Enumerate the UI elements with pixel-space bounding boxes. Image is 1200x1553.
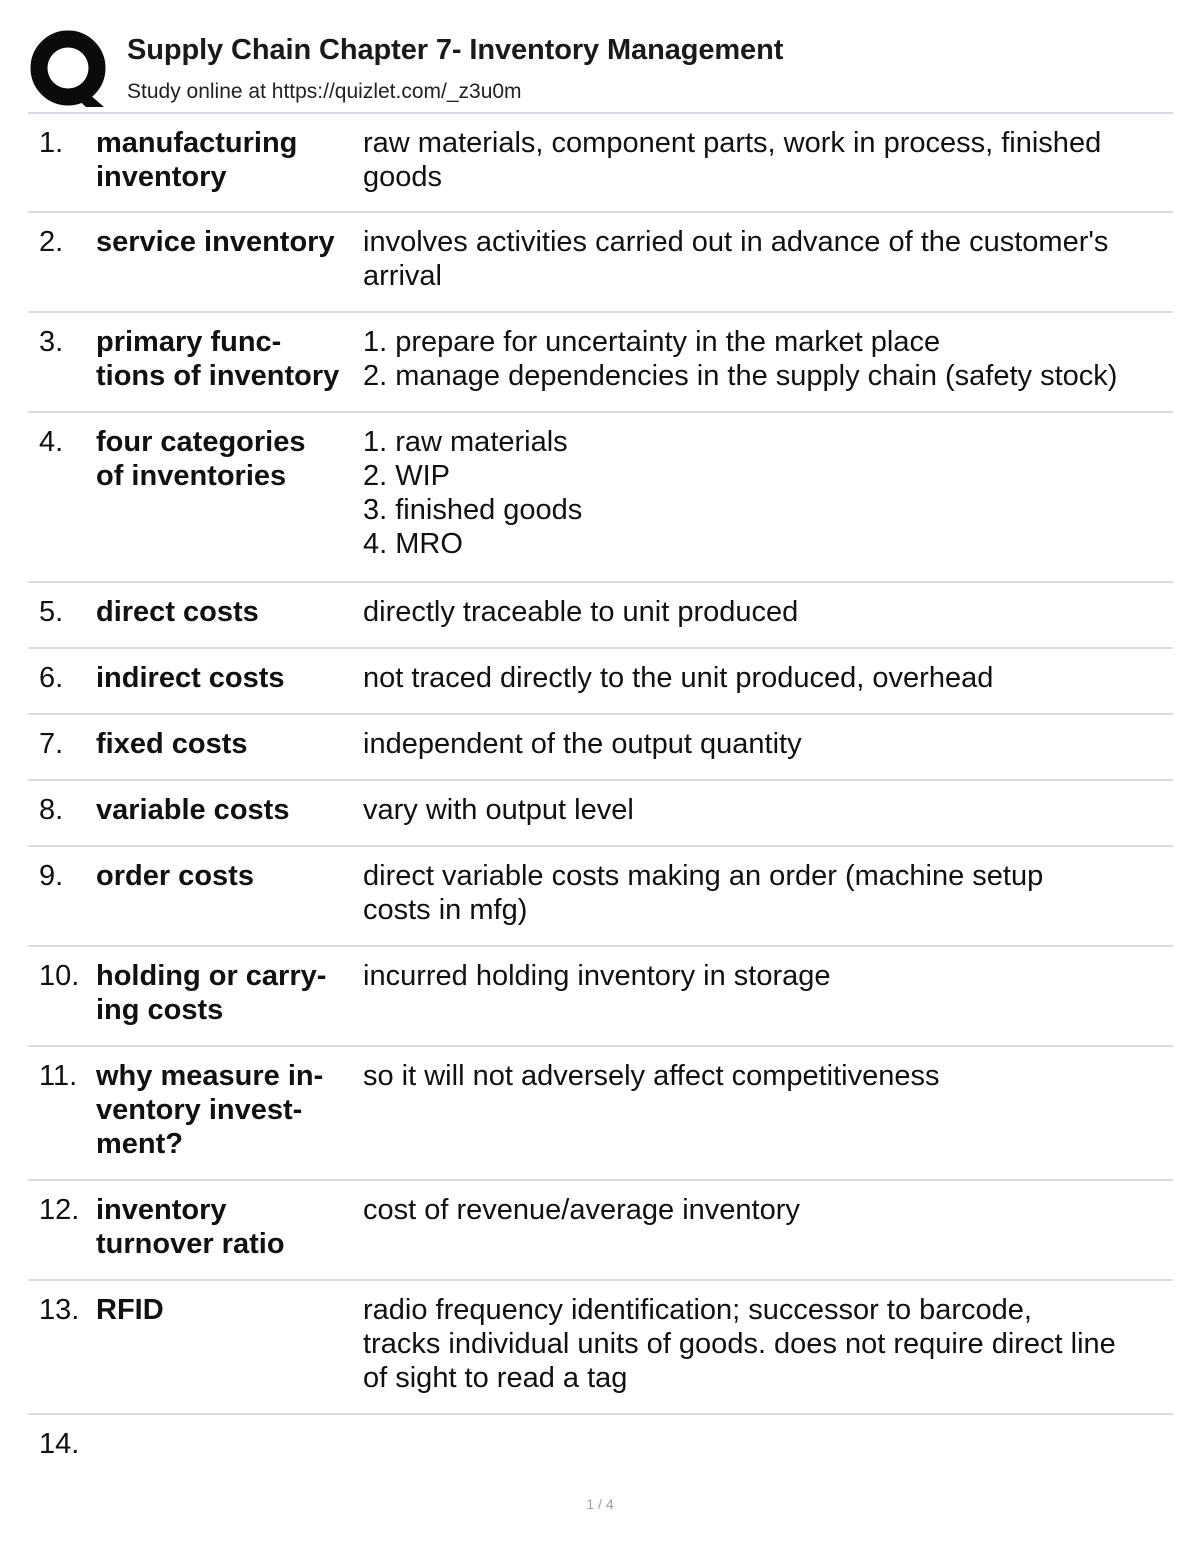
flashcard-row: [28, 947, 1173, 1047]
page-indicator: 1 / 4: [586, 1496, 614, 1512]
flashcard-row: [28, 413, 1173, 583]
term-line: order costs: [96, 860, 254, 892]
card-term: [96, 225, 358, 259]
term-line: variable costs: [96, 794, 290, 826]
card-number: 14.: [39, 1428, 80, 1460]
card-definition: [363, 1293, 1171, 1395]
card-definition: [363, 595, 1171, 629]
term-line: tions of inventory: [96, 360, 340, 392]
card-definition: [363, 793, 1171, 827]
flashcard-row: [28, 313, 1173, 413]
term-line: primary func-: [96, 326, 282, 358]
card-definition: [363, 727, 1171, 761]
definition-line: 1. prepare for uncertainty in the market place: [363, 326, 941, 358]
flashcard-row: [28, 847, 1173, 947]
definition-line: incurred holding inventory in storage: [363, 960, 831, 992]
definition-line: goods: [363, 161, 443, 193]
definition-line: direct variable costs making an order (machine setup: [363, 860, 1044, 892]
card-term: [96, 595, 358, 629]
card-term: [96, 793, 358, 827]
flashcard-list: [28, 114, 1173, 1495]
card-term: [96, 859, 358, 893]
flashcard-row: [28, 213, 1173, 313]
term-line: RFID: [96, 1294, 164, 1326]
definition-line: involves activities carried out in advance of the customer's: [363, 226, 1109, 258]
card-number: 12.: [39, 1194, 80, 1226]
flashcard-row: [28, 781, 1173, 847]
card-number: 4.: [39, 426, 64, 458]
term-line: fixed costs: [96, 728, 248, 760]
card-number: 3.: [39, 326, 64, 358]
card-number: 5.: [39, 596, 64, 628]
card-definition: [363, 225, 1171, 293]
card-term: [96, 661, 358, 695]
definition-line: arrival: [363, 260, 442, 292]
card-term: [96, 325, 358, 393]
card-definition: [363, 661, 1171, 695]
term-line: manufacturing: [96, 127, 298, 159]
card-term: [96, 126, 358, 194]
study-online-link[interactable]: Study online at https://quizlet.com/_z3u0m: [127, 80, 522, 103]
flashcard-row: [28, 715, 1173, 781]
card-number: 7.: [39, 728, 64, 760]
definition-line: vary with output level: [363, 794, 634, 826]
card-term: [96, 1293, 358, 1327]
term-line: indirect costs: [96, 662, 285, 694]
definition-line: cost of revenue/average inventory: [363, 1194, 800, 1226]
card-term: [96, 1059, 358, 1161]
card-definition: [363, 126, 1171, 194]
definition-line: 4. MRO: [363, 528, 463, 560]
definition-line: 2. WIP: [363, 460, 451, 492]
flashcard-row: [28, 1415, 1173, 1495]
definition-line: so it will not adversely affect competitiveness: [363, 1060, 940, 1092]
term-line: four categories: [96, 426, 306, 458]
card-number: 11.: [39, 1060, 78, 1092]
page-header: [30, 28, 1172, 112]
term-line: of inventories: [96, 460, 287, 492]
card-term: [96, 1193, 358, 1261]
term-line: inventory: [96, 161, 227, 193]
card-number: 1.: [39, 127, 64, 159]
document-title: Supply Chain Chapter 7- Inventory Management: [127, 34, 784, 66]
card-definition: [363, 425, 1171, 561]
definition-line: radio frequency identification; successor to barcode,: [363, 1294, 1032, 1326]
card-number: 13.: [39, 1294, 80, 1326]
flashcard-row: [28, 114, 1173, 213]
card-number: 6.: [39, 662, 64, 694]
flashcard-row: [28, 1047, 1173, 1181]
definition-line: of sight to read a tag: [363, 1362, 628, 1394]
definition-line: raw materials, component parts, work in process, finished: [363, 127, 1102, 159]
card-number: 9.: [39, 860, 64, 892]
definition-line: not traced directly to the unit produced, overhead: [363, 662, 994, 694]
term-line: service inventory: [96, 226, 335, 258]
quizlet-q-logo-icon: [30, 30, 108, 108]
definition-line: 2. manage dependencies in the supply chain (safety stock): [363, 360, 1118, 392]
definition-line: 3. finished goods: [363, 494, 583, 526]
term-line: ing costs: [96, 994, 224, 1026]
flashcard-row: [28, 583, 1173, 649]
card-number: 8.: [39, 794, 64, 826]
term-line: inventory: [96, 1194, 227, 1226]
term-line: why measure in-: [96, 1060, 324, 1092]
card-number: 10.: [39, 960, 80, 992]
flashcard-row: [28, 649, 1173, 715]
flashcard-row: [28, 1281, 1173, 1415]
term-line: holding or carry-: [96, 960, 327, 992]
term-line: ment?: [96, 1128, 183, 1160]
card-term: [96, 959, 358, 1027]
card-definition: [363, 959, 1171, 993]
card-definition: [363, 325, 1171, 393]
card-number: 2.: [39, 226, 64, 258]
card-definition: [363, 859, 1171, 927]
card-definition: [363, 1193, 1171, 1227]
term-line: ventory invest-: [96, 1094, 303, 1126]
card-definition: [363, 1059, 1171, 1093]
term-line: direct costs: [96, 596, 259, 628]
flashcard-row: [28, 1181, 1173, 1281]
card-term: [96, 727, 358, 761]
definition-line: costs in mfg): [363, 894, 528, 926]
definition-line: tracks individual units of goods. does not require direct line: [363, 1328, 1116, 1360]
term-line: turnover ratio: [96, 1228, 285, 1260]
definition-line: directly traceable to unit produced: [363, 596, 799, 628]
definition-line: independent of the output quantity: [363, 728, 802, 760]
card-term: [96, 425, 358, 493]
definition-line: 1. raw materials: [363, 426, 568, 458]
